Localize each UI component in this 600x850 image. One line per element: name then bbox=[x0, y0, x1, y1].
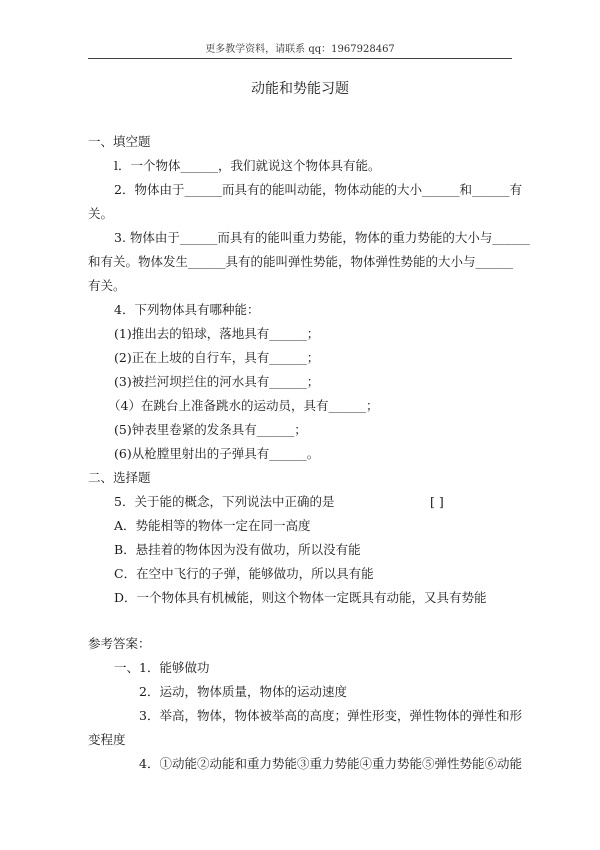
question-1: l．一个物体______，我们就说这个物体具有能。 bbox=[114, 158, 381, 173]
option-c: C．在空中飞行的子弹，能够做功，所以具有能 bbox=[114, 566, 374, 581]
answer-bracket: [ ] bbox=[430, 494, 444, 509]
question-4-item: (1)推出去的铅球，落地具有______； bbox=[114, 326, 320, 341]
answer-3-line-2: 变程度 bbox=[88, 732, 126, 747]
section-heading-choice: 二、选择题 bbox=[88, 470, 151, 485]
question-3-line-2: 和有关。物体发生______具有的能叫弹性势能，物体弹性势能的大小与______ bbox=[88, 254, 514, 269]
option-d: D．一个物体具有机械能，则这个物体一定既具有动能，又具有势能 bbox=[114, 590, 487, 605]
page-header: 更多教学资料，请联系 qq：1967928467 bbox=[205, 44, 395, 55]
question-3-line-1: 3. 物体由于______而具有的能叫重力势能，物体的重力势能的大小与______ bbox=[114, 230, 530, 245]
question-4-item: (3)被拦河坝拦住的河水具有______； bbox=[114, 374, 320, 389]
option-a: A．势能相等的物体一定在同一高度 bbox=[114, 518, 311, 533]
question-5-stem: 5．关于能的概念，下列说法中正确的是 bbox=[114, 494, 335, 509]
page-title: 动能和势能习题 bbox=[251, 81, 349, 97]
answer-1: 一、1．能够做功 bbox=[114, 660, 210, 675]
question-2-line-1: 2．物体由于______而具有的能叫动能，物体动能的大小______和______有 bbox=[114, 182, 522, 197]
section-heading-fill-blank: 一、填空题 bbox=[88, 134, 151, 149]
question-3-line-3: 有关。 bbox=[88, 278, 126, 293]
answer-3-line-1: 3．举高，物体，物体被举高的高度；弹性形变，弹性物体的弹性和形 bbox=[139, 708, 522, 723]
question-4-stem: 4．下列物体具有哪种能： bbox=[114, 302, 260, 317]
answers-heading: 参考答案： bbox=[88, 636, 151, 651]
answer-2: 2．运动，物体质量，物体的运动速度 bbox=[139, 684, 347, 699]
question-4-item: (2)正在上坡的自行车，具有______； bbox=[114, 350, 320, 365]
question-4-item: （4）在跳台上准备跳水的运动员，具有______； bbox=[108, 398, 379, 413]
question-4-item: (5)钟表里卷紧的发条具有______； bbox=[114, 422, 307, 437]
question-4-item: (6)从枪膛里射出的子弹具有______。 bbox=[114, 446, 320, 461]
header-divider bbox=[88, 58, 512, 59]
question-2-line-2: 关。 bbox=[88, 206, 114, 221]
option-b: B．悬挂着的物体因为没有做功，所以没有能 bbox=[114, 542, 361, 557]
answer-4: 4．①动能②动能和重力势能③重力势能④重力势能⑤弹性势能⑥动能 bbox=[139, 756, 522, 771]
